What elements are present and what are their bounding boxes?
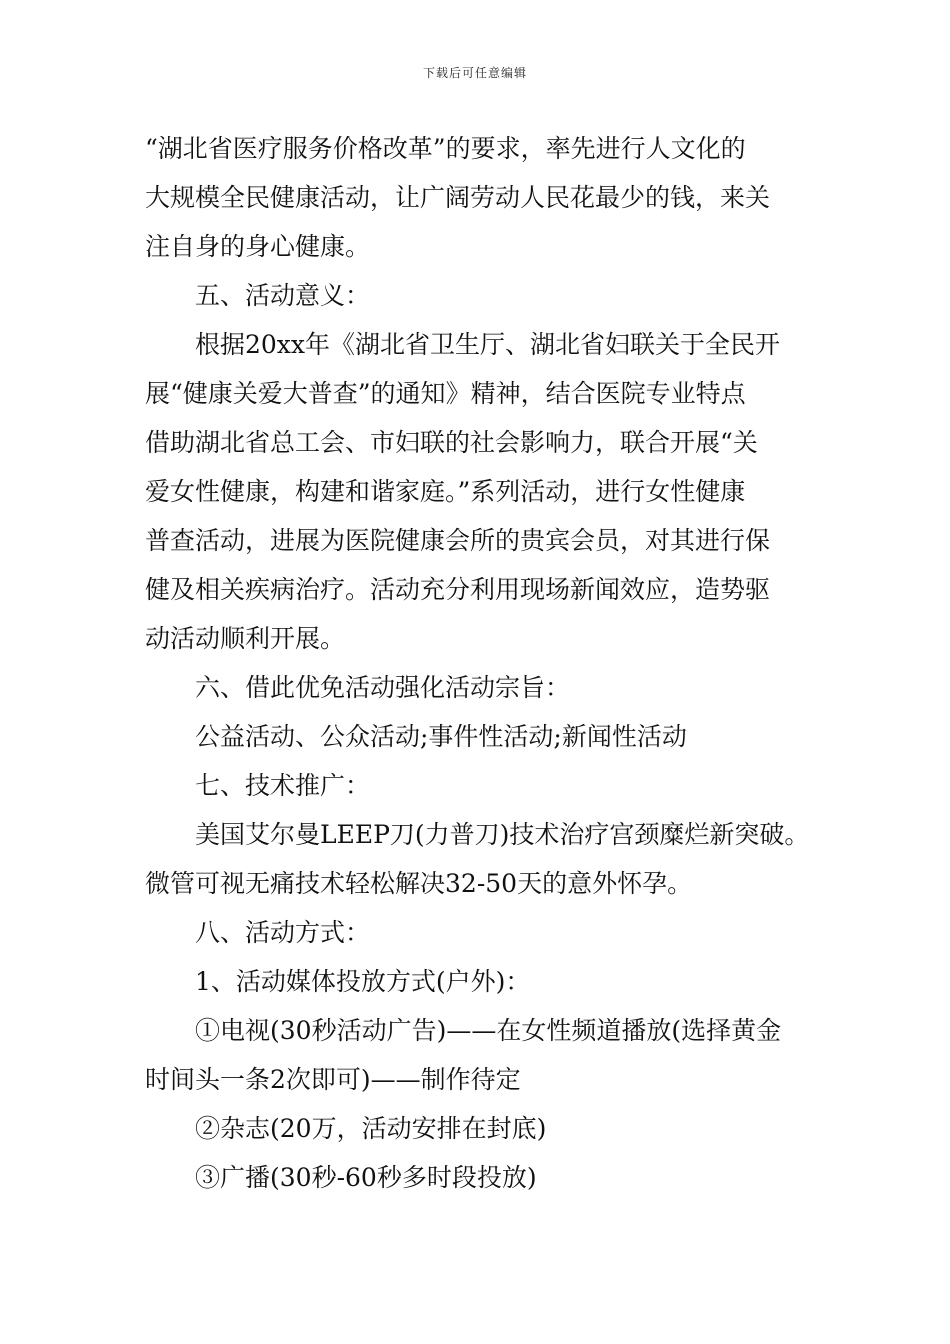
section-heading-5: 五、活动意义： (195, 281, 371, 310)
section-heading-8: 八、活动方式： (195, 918, 371, 947)
paragraph-line: 大规模全民健康活动，让广阔劳动人民花最少的钱，来关 (145, 183, 771, 212)
document-body (145, 124, 810, 1202)
list-item: ①电视(30秒活动广告)——在女性频道播放(选择黄金 (195, 1016, 782, 1045)
paragraph-line: 健及相关疾病治疗。活动充分利用现场新闻效应，造势驱 (145, 575, 771, 604)
paragraph-line: 根据20xx年《湖北省卫生厅、湖北省妇联关于全民开 (195, 330, 781, 359)
section-heading-6: 六、借此优免活动强化活动宗旨： (195, 673, 571, 702)
paragraph-line: 普查活动，进展为医院健康会所的贵宾会员，对其进行保 (145, 526, 771, 555)
list-item: ②杂志(20万，活动安排在封底) (195, 1114, 547, 1143)
paragraph-line: 展“健康关爱大普查”的通知》精神，结合医院专业特点 (145, 379, 746, 408)
paragraph-line: 动活动顺利开展。 (145, 624, 346, 653)
paragraph-line: 爱女性健康，构建和谐家庭。”系列活动，进行女性健康 (145, 477, 746, 506)
paragraph-line: 微管可视无痛技术轻松解决32-50天的意外怀孕。 (145, 869, 693, 898)
paragraph-line: 注自身的身心健康。 (145, 232, 371, 261)
list-item: ③广播(30秒-60秒多时段投放) (195, 1163, 537, 1192)
list-item-heading: 1、活动媒体投放方式(户外)： (195, 967, 531, 996)
header-note: 下载后可任意编辑 (422, 66, 527, 80)
paragraph-line: 公益活动、公众活动;事件性活动;新闻性活动 (195, 722, 687, 751)
paragraph-line: 借助湖北省总工会、市妇联的社会影响力，联合开展“关 (145, 428, 758, 457)
section-heading-7: 七、技术推广： (195, 771, 371, 800)
list-item-continuation: 时间头一条2次即可)——制作待定 (145, 1065, 521, 1094)
paragraph-line: “湖北省医疗服务价格改革”的要求，率先进行人文化的 (145, 134, 746, 163)
paragraph-line: 美国艾尔曼LEEP刀(力普刀)技术治疗宫颈糜烂新突破。 (195, 820, 810, 849)
